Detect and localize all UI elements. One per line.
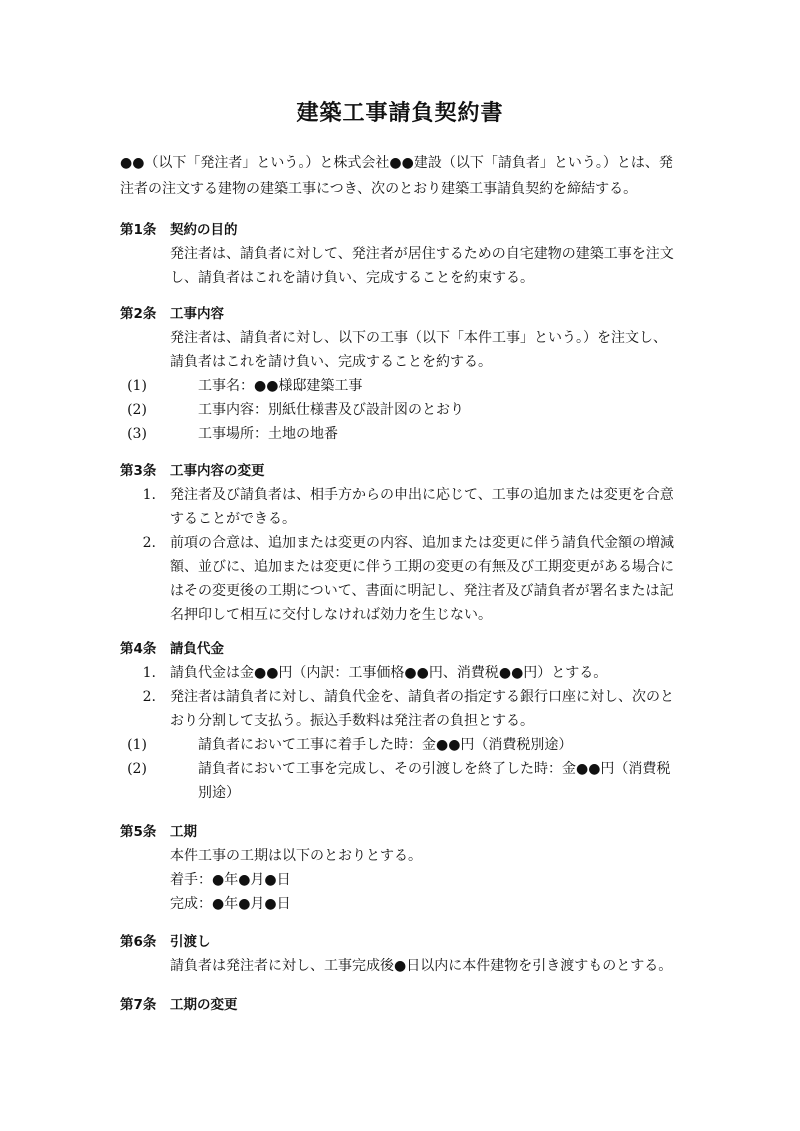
sub-item-text: 請負者において工事に着手した時：金●●円（消費税別途） [198,737,573,753]
sub-item-marker: (2) [127,761,147,777]
article-3 [120,459,690,627]
article-heading [120,637,690,661]
sub-item [120,398,690,422]
item-text-line: 発注者は請負者に対し、請負代金を、請負者の指定する銀行口座に対し、次のと [170,689,674,705]
numbered-item [120,531,690,627]
item-marker: 2. [142,535,156,551]
article-heading [120,459,690,483]
preamble-line: ●●（以下「発注者」という。）と株式会社●●建設（以下「請負者」という。）とは、発 [120,155,673,171]
item-marker: 1. [142,665,156,681]
article-2 [120,302,690,446]
document-title: 建築工事請負契約書 [296,101,504,126]
article-title: 工事内容 [170,306,224,322]
article-title: 引渡し [170,934,211,950]
article-heading [120,993,690,1017]
sub-item-marker: (2) [127,402,147,418]
item-text-line: おり分割して支払う。振込手数料は発注者の負担とする。 [170,713,534,729]
article-text-line: 請負者はこれを請け負い、完成することを約する。 [170,354,492,370]
article-1 [120,218,690,290]
sub-item-text: 工事内容：別紙仕様書及び設計図のとおり [198,402,464,418]
item-text-line: 前項の合意は、追加または変更の内容、追加または変更に伴う請負代金額の増減 [170,535,674,551]
article-number: 第5条 [120,824,157,840]
item-text-line: 発注者及び請負者は、相手方からの申出に応じて、工事の追加または変更を合意 [170,487,674,503]
sub-item [120,757,690,805]
article-heading [120,820,690,844]
item-text-line: することができる。 [170,511,296,527]
item-text-line: 請負代金は金●●円（内訳：工事価格●●円、消費税●●円）とする。 [170,665,608,681]
sub-item-text: 請負者において工事を完成し、その引渡しを終了した時：金●●円（消費税 [198,761,671,777]
article-text-line: 発注者は、請負者に対し、以下の工事（以下「本件工事」という。）を注文し、 [170,330,667,346]
article-5 [120,820,690,916]
article-text-line: 発注者は、請負者に対して、発注者が居住するための自宅建物の建築工事を注文 [170,246,674,262]
sub-item [120,422,690,446]
sub-item [120,374,690,398]
article-7 [120,993,690,1017]
article-text-line: 本件工事の工期は以下のとおりとする。 [170,848,422,864]
completion-date-line: 完成：●年●月●日 [170,896,291,912]
article-number: 第3条 [120,463,157,479]
article-number: 第2条 [120,306,157,322]
item-text-line: はその変更後の工期について、書面に明記し、発注者及び請負者が署名または記 [170,583,674,599]
item-marker: 2. [142,689,156,705]
article-title: 工期 [170,824,197,840]
article-number: 第6条 [120,934,157,950]
sub-item [120,733,690,757]
start-date-line: 着手：●年●月●日 [170,872,291,888]
article-heading [120,218,690,242]
article-text-line: 請負者は発注者に対し、工事完成後●日以内に本件建物を引き渡すものとする。 [170,958,673,974]
sub-item-text: 工事名：●●様邸建築工事 [198,378,363,394]
article-heading [120,930,690,954]
item-text-line: 名押印して相互に交付しなければ効力を生じない。 [170,607,492,623]
article-text-line: し、請負者はこれを請け負い、完成することを約束する。 [170,270,534,286]
article-title: 契約の目的 [170,222,238,238]
article-heading [120,302,690,326]
article-number: 第7条 [120,997,157,1013]
preamble-line: 注者の注文する建物の建築工事につき、次のとおり建築工事請負契約を締結する。 [120,181,638,197]
sub-item-marker: (1) [127,737,147,753]
article-title: 請負代金 [170,641,224,657]
sub-item-text: 別途） [198,785,240,801]
preamble [120,150,680,202]
article-6 [120,930,690,978]
sub-item-text: 工事場所：土地の地番 [198,426,338,442]
item-marker: 1. [142,487,156,503]
article-title: 工事内容の変更 [170,463,265,479]
article-4 [120,637,690,805]
sub-item-marker: (1) [127,378,147,394]
article-number: 第1条 [120,222,157,238]
article-title: 工期の変更 [170,997,238,1013]
article-number: 第4条 [120,641,157,657]
item-text-line: 額、並びに、追加または変更に伴う工期の変更の有無及び工期変更がある場合に [170,559,674,575]
sub-item-marker: (3) [127,426,147,442]
numbered-item [120,685,690,733]
numbered-item [120,661,690,685]
numbered-item [120,483,690,531]
